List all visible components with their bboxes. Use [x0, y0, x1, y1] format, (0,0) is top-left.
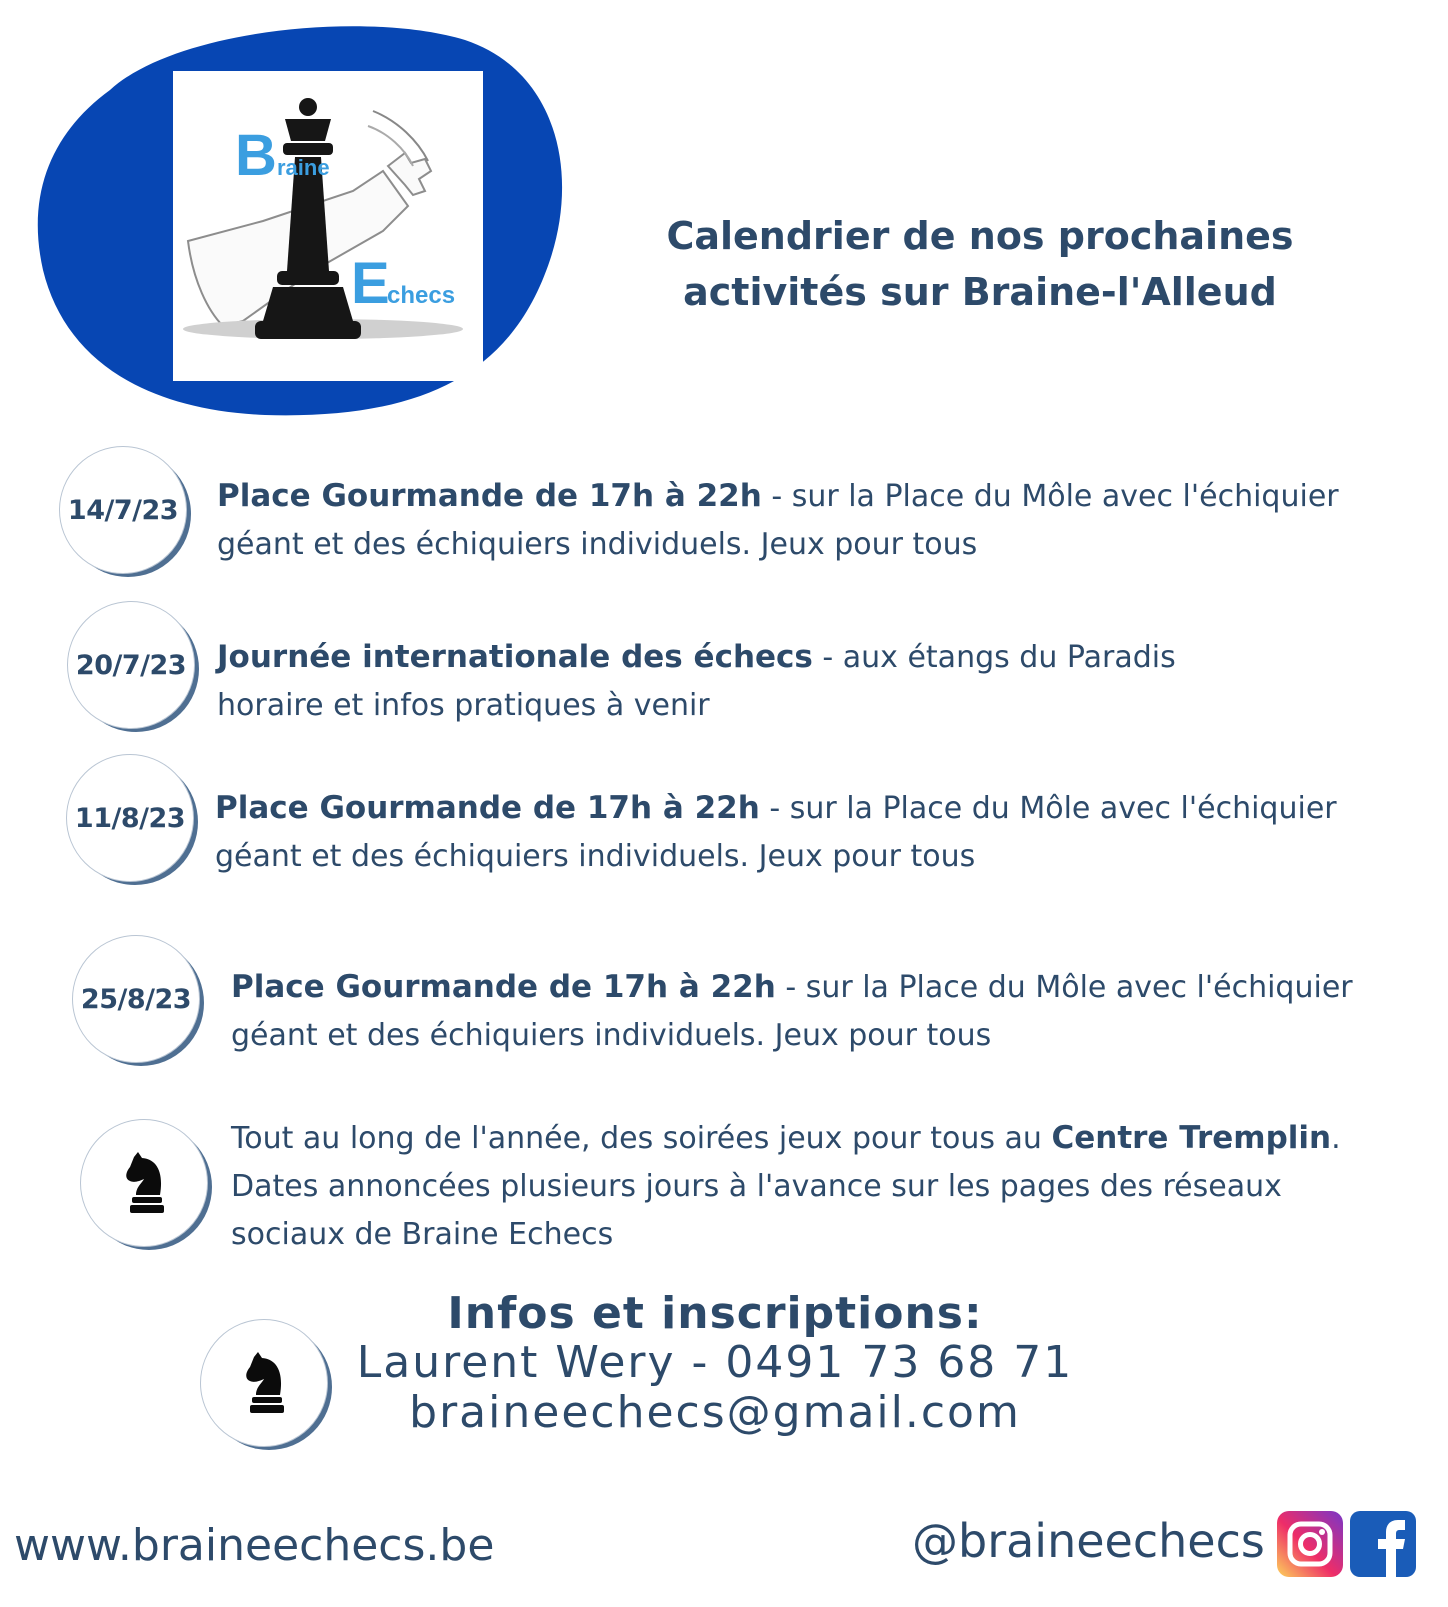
event-title: Place Gourmande de 17h à 22h: [215, 790, 760, 826]
event-location: - sur la Place du Môle avec l'échiquier: [761, 479, 1339, 514]
svg-text:E: E: [351, 251, 390, 316]
tremplin-line-2: Dates annoncées plusieurs jours à l'avance sur les pages des réseaux: [231, 1169, 1282, 1204]
event-location: - sur la Place du Môle avec l'échiquier: [759, 791, 1337, 826]
event-item: [231, 963, 1353, 1060]
facebook-icon[interactable]: [1350, 1511, 1416, 1577]
contact-email[interactable]: braineechecs@gmail.com: [409, 1387, 1021, 1438]
knight-badge: [200, 1319, 328, 1447]
instagram-icon[interactable]: [1277, 1511, 1343, 1577]
event-location: - aux étangs du Paradis: [812, 640, 1176, 675]
event-date: 14/7/23: [67, 494, 179, 526]
title-line-1: Calendrier de nos prochaines: [666, 214, 1294, 258]
svg-text:checs: checs: [387, 282, 456, 309]
date-badge: [67, 601, 195, 729]
event-title: Journée internationale des échecs: [217, 639, 813, 675]
tremplin-line-3: sociaux de Braine Echecs: [231, 1217, 614, 1252]
title-line-2: activités sur Braine-l'Alleud: [683, 270, 1277, 314]
tremplin-period: .: [1331, 1121, 1341, 1156]
website-link[interactable]: www.braineechecs.be: [14, 1520, 495, 1571]
event-details: géant et des échiquiers individuels. Jeux pour tous: [231, 1018, 992, 1053]
knight-badge: [80, 1119, 208, 1247]
contact-heading: Infos et inscriptions:: [447, 1288, 983, 1339]
chess-knight-icon: [242, 1351, 286, 1415]
event-details: horaire et infos pratiques à venir: [217, 688, 710, 723]
event-date: 20/7/23: [75, 649, 187, 681]
tremplin-text: Tout au long de l'année, des soirées jeux pour tous au: [231, 1121, 1052, 1156]
event-title: Place Gourmande de 17h à 22h: [231, 969, 776, 1005]
event-date: 11/8/23: [74, 802, 186, 834]
date-badge: [59, 446, 187, 574]
event-details: géant et des échiquiers individuels. Jeux pour tous: [215, 839, 976, 874]
event-item: [215, 784, 1337, 881]
svg-text:B: B: [235, 123, 277, 188]
svg-text:raine: raine: [277, 155, 330, 180]
page-title: [640, 208, 1320, 320]
event-item: [217, 472, 1339, 569]
contact-name-phone[interactable]: Laurent Wery - 0491 73 68 71: [356, 1337, 1074, 1388]
centre-tremplin: Centre Tremplin: [1051, 1120, 1332, 1156]
event-title: Place Gourmande de 17h à 22h: [217, 478, 762, 514]
event-location: - sur la Place du Môle avec l'échiquier: [775, 970, 1353, 1005]
chess-knight-icon: [122, 1151, 166, 1215]
contact-block: [350, 1290, 1080, 1438]
braine-echecs-logo: [173, 71, 483, 381]
date-badge: [72, 935, 200, 1063]
event-details: géant et des échiquiers individuels. Jeux pour tous: [217, 527, 978, 562]
date-badge: [66, 754, 194, 882]
social-handle[interactable]: @braineechecs: [912, 1514, 1265, 1568]
tremplin-info: [231, 1114, 1341, 1259]
event-date: 25/8/23: [80, 983, 192, 1015]
event-item: [217, 633, 1176, 730]
